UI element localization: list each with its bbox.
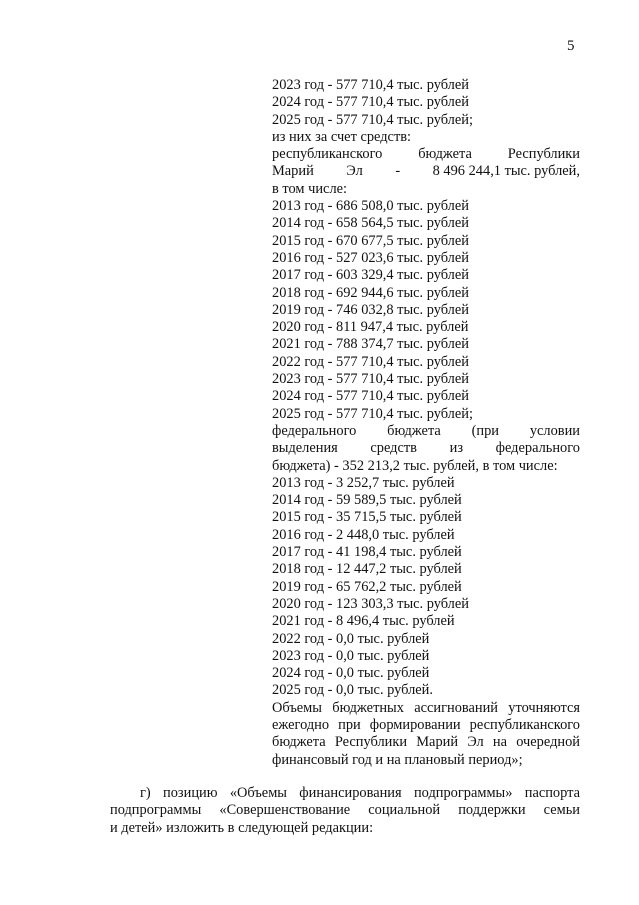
word: из	[449, 440, 464, 457]
word: выделения	[272, 440, 338, 457]
year-line: 2022 год - 577 710,4 тыс. рублей	[272, 353, 469, 370]
year-line: 2020 год - 811 947,4 тыс. рублей	[272, 319, 469, 336]
year-line: 2025 год - 577 710,4 тыс. рублей;	[272, 405, 473, 422]
federal-years-list	[272, 475, 580, 700]
note-line: ежегодно при формировании республиканского	[272, 716, 580, 733]
republic-heading-line-2	[272, 163, 580, 180]
year-line: 2015 год - 670 677,5 тыс. рублей	[272, 232, 469, 249]
note-line: финансовый год и на плановый период»;	[272, 751, 523, 768]
closing-line: г) позицию «Объемы финансирования подпрограммы» паспорта	[140, 785, 580, 801]
year-line: 2025 год - 0,0 тыс. рублей.	[272, 682, 433, 699]
year-line: 2013 год - 3 252,7 тыс. рублей	[272, 474, 455, 491]
federal-heading-line-1	[272, 423, 580, 440]
year-line: 2023 год - 577 710,4 тыс. рублей	[272, 77, 469, 93]
page-number: 5	[567, 38, 575, 54]
closing-line: подпрограммы «Совершенствование социальной поддержки семьи	[110, 802, 580, 819]
year-line: 2020 год - 123 303,3 тыс. рублей	[272, 595, 469, 612]
year-line: 2014 год - 658 564,5 тыс. рублей	[272, 215, 469, 232]
word: средств	[370, 440, 417, 457]
year-line: 2013 год - 686 508,0 тыс. рублей	[272, 198, 469, 215]
closing-paragraph	[110, 785, 580, 837]
year-line: 2024 год - 0,0 тыс. рублей	[272, 665, 430, 682]
year-line: 2017 год - 603 329,4 тыс. рублей	[272, 267, 469, 284]
republic-budget-block	[272, 146, 580, 423]
year-line: 2017 год - 41 198,4 тыс. рублей	[272, 544, 462, 561]
word: Эл	[346, 163, 363, 180]
word: условии	[529, 422, 580, 439]
year-line: 2024 год - 577 710,4 тыс. рублей	[272, 94, 469, 111]
year-line: 2021 год - 788 374,7 тыс. рублей	[272, 336, 469, 353]
word: Республики	[507, 146, 580, 163]
republic-heading-line-1	[272, 146, 580, 163]
year-line: 2021 год - 8 496,4 тыс. рублей	[272, 613, 455, 630]
word: федерального	[495, 440, 580, 457]
word: бюджета	[387, 422, 441, 439]
republic-heading-line-3: в том числе:	[272, 180, 348, 197]
year-line: 2019 год - 746 032,8 тыс. рублей	[272, 301, 469, 318]
year-line: 2016 год - 2 448,0 тыс. рублей	[272, 526, 455, 543]
year-line: 2023 год - 577 710,4 тыс. рублей	[272, 371, 469, 388]
word: -	[395, 163, 401, 180]
allocation-note	[272, 700, 580, 769]
word: Марий	[272, 163, 314, 180]
funding-column	[272, 77, 580, 769]
sources-intro: из них за счет средств:	[272, 128, 412, 145]
word: (при	[471, 422, 499, 439]
note-line: Объемы бюджетных ассигнований уточняются	[272, 699, 580, 716]
closing-line: и детей» изложить в следующей редакции:	[110, 819, 374, 836]
year-line: 2015 год - 35 715,5 тыс. рублей	[272, 509, 462, 526]
year-line: 2025 год - 577 710,4 тыс. рублей;	[272, 111, 473, 128]
year-line: 2019 год - 65 762,2 тыс. рублей	[272, 578, 462, 595]
republic-years-list	[272, 198, 580, 423]
year-line: 2014 год - 59 589,5 тыс. рублей	[272, 492, 462, 509]
year-line: 2022 год - 0,0 тыс. рублей	[272, 630, 430, 647]
federal-budget-block	[272, 423, 580, 700]
year-line: 2018 год - 692 944,6 тыс. рублей	[272, 284, 469, 301]
word: бюджета	[418, 146, 472, 163]
republic-total: 8 496 244,1 тыс. рублей,	[432, 163, 580, 180]
word: республиканского	[272, 146, 383, 163]
year-line: 2016 год - 527 023,6 тыс. рублей	[272, 249, 469, 266]
year-line: 2018 год - 12 447,2 тыс. рублей	[272, 561, 462, 578]
word: федерального	[272, 422, 357, 439]
year-line: 2023 год - 0,0 тыс. рублей	[272, 647, 430, 664]
note-line: бюджета Республики Марий Эл на очередной	[272, 734, 580, 751]
year-line: 2024 год - 577 710,4 тыс. рублей	[272, 388, 469, 405]
top-years-list	[272, 77, 580, 129]
federal-heading-line-3: бюджета) - 352 213,2 тыс. рублей, в том числе:	[272, 457, 558, 474]
federal-heading-line-2	[272, 440, 580, 457]
